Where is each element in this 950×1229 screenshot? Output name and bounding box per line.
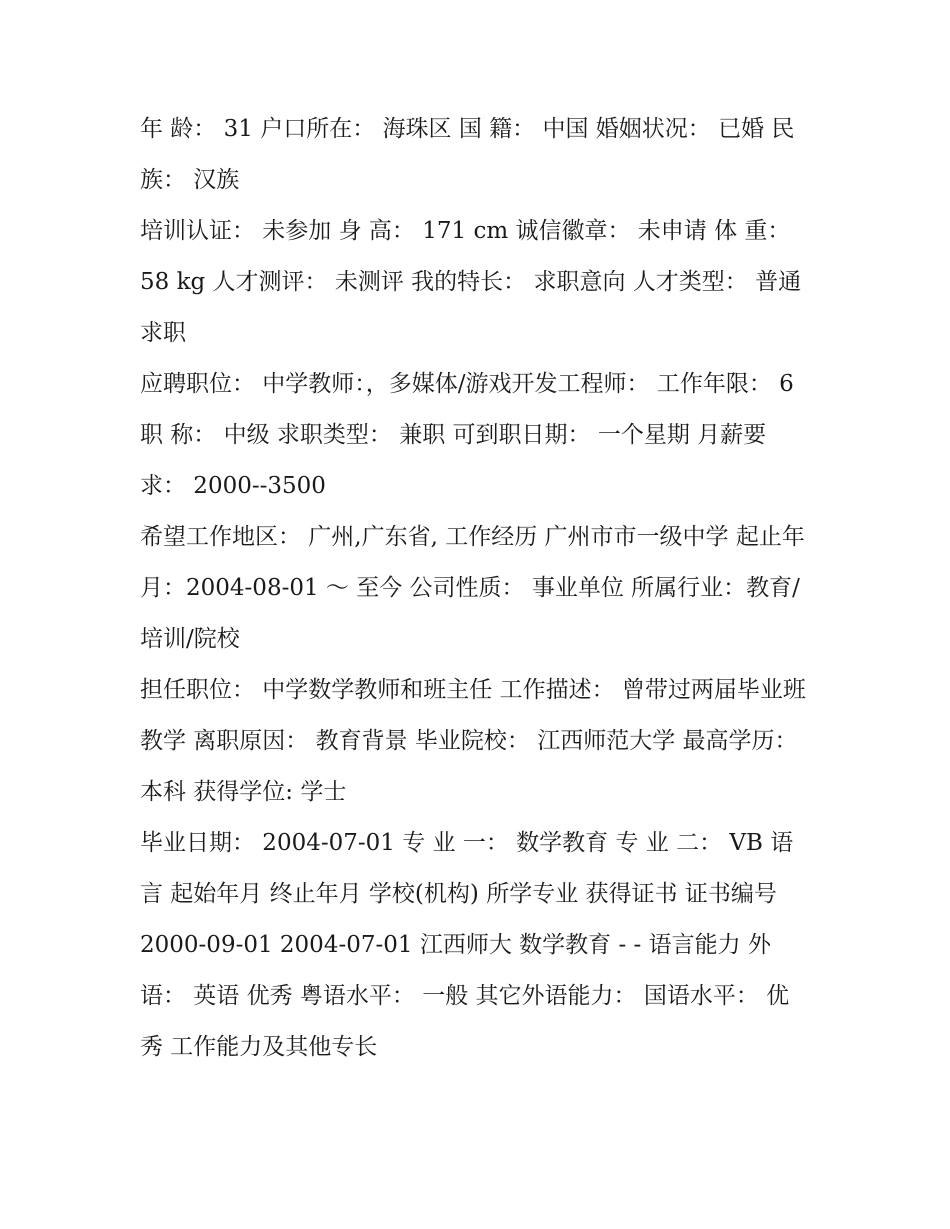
paragraph-personal-info: 年 龄： 31 户口所在： 海珠区 国 籍： 中国 婚姻状况： 已婚 民 族： 汉族 — [140, 116, 795, 193]
paragraph-languages-skills: 2000-09-01 2004-07-01 江西师大 数学教育 - - 语言能力 外语： 英语 优秀 粤语水平： 一般 其它外语能力： 国语水平： 优秀 工作能力及其他专长 — [140, 932, 790, 1060]
paragraph-job-intention: 应聘职位： 中学教师：，多媒体/游戏开发工程师： 工作年限： 6 职 称： 中级 求职类型： 兼职 可到职日期： 一个星期 月薪要求： 2000--3500 — [140, 371, 794, 499]
document-page — [140, 104, 810, 1073]
paragraph-training-physical: 培训认证： 未参加 身 高： 171 cm 诚信徽章： 未申请 体 重： 58 kg 人才测评： 未测评 我的特长： 求职意向 人才类型： 普通求职 — [140, 218, 802, 346]
paragraph-work-experience: 希望工作地区： 广州,广东省, 工作经历 广州市市一级中学 起止年月：2004-08-01 ～ 至今 公司性质： 事业单位 所属行业：教育/培训/院校 — [140, 524, 805, 652]
paragraph-graduation-major: 毕业日期： 2004-07-01 专 业 一： 数学教育 专 业 二： VB 语言 起始年月 终止年月 学校(机构) 所学专业 获得证书 证书编号 — [140, 830, 794, 907]
paragraph-position-education: 担任职位： 中学数学教师和班主任 工作描述： 曾带过两届毕业班教学 离职原因： 教育背景 毕业院校： 江西师范大学 最高学历： 本科 获得学位: 学士 — [140, 677, 806, 805]
